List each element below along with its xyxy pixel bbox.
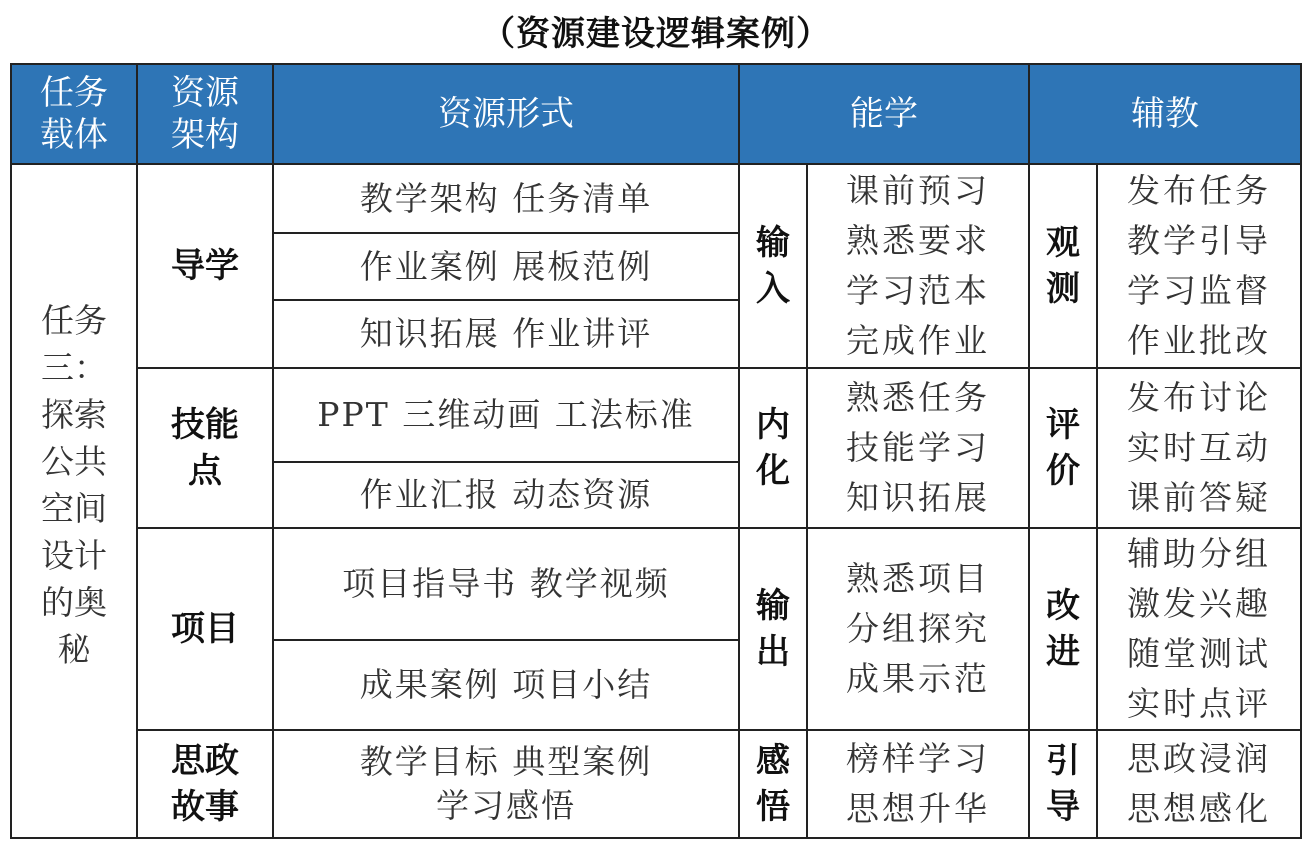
resource-cell: PPT 三维动画 工法标准 (273, 368, 739, 462)
architecture-cell: 导学 (137, 164, 273, 368)
resource-cell: 项目指导书 教学视频 (273, 528, 739, 640)
header-learn: 能学 (739, 64, 1029, 164)
header-architecture: 资源 架构 (137, 64, 273, 164)
header-row (11, 64, 1301, 164)
assist-items-cell: 思政浸润 思想感化 (1097, 730, 1301, 838)
table-row (11, 164, 1301, 233)
learn-label-cell: 输 入 (739, 164, 807, 368)
assist-label-cell: 评 价 (1029, 368, 1097, 528)
learn-items-cell: 熟悉项目 分组探究 成果示范 (807, 528, 1029, 730)
learn-label-cell: 内 化 (739, 368, 807, 528)
learn-items-cell: 课前预习 熟悉要求 学习范本 完成作业 (807, 164, 1029, 368)
header-resource-forms: 资源形式 (273, 64, 739, 164)
assist-label-cell: 引 导 (1029, 730, 1097, 838)
document-title: （资源建设逻辑案例） (481, 14, 831, 54)
header-assist: 辅教 (1029, 64, 1301, 164)
table-row (11, 528, 1301, 640)
resource-logic-table (10, 63, 1302, 839)
table-row (11, 368, 1301, 462)
learn-label-cell: 感 悟 (739, 730, 807, 838)
learn-items-cell: 榜样学习 思想升华 (807, 730, 1029, 838)
task-carrier-cell: 任务 三： 探索 公共 空间 设计 的奥 秘 (11, 164, 137, 838)
assist-label-cell: 改 进 (1029, 528, 1097, 730)
assist-items-cell: 辅助分组 激发兴趣 随堂测试 实时点评 (1097, 528, 1301, 730)
learn-items-cell: 熟悉任务 技能学习 知识拓展 (807, 368, 1029, 528)
learn-label-cell: 输 出 (739, 528, 807, 730)
assist-items-cell: 发布讨论 实时互动 课前答疑 (1097, 368, 1301, 528)
resource-cell: 成果案例 项目小结 (273, 640, 739, 730)
assist-items-cell: 发布任务 教学引导 学习监督 作业批改 (1097, 164, 1301, 368)
architecture-cell: 思政 故事 (137, 730, 273, 838)
resource-cell: 作业汇报 动态资源 (273, 462, 739, 528)
header-carrier: 任务 载体 (11, 64, 137, 164)
resource-cell: 知识拓展 作业讲评 (273, 300, 739, 368)
assist-label-cell: 观 测 (1029, 164, 1097, 368)
architecture-cell: 项目 (137, 528, 273, 730)
architecture-cell: 技能 点 (137, 368, 273, 528)
resource-cell: 教学架构 任务清单 (273, 164, 739, 233)
resource-cell: 作业案例 展板范例 (273, 233, 739, 300)
resource-cell: 教学目标 典型案例 学习感悟 (273, 730, 739, 838)
table-row (11, 730, 1301, 838)
